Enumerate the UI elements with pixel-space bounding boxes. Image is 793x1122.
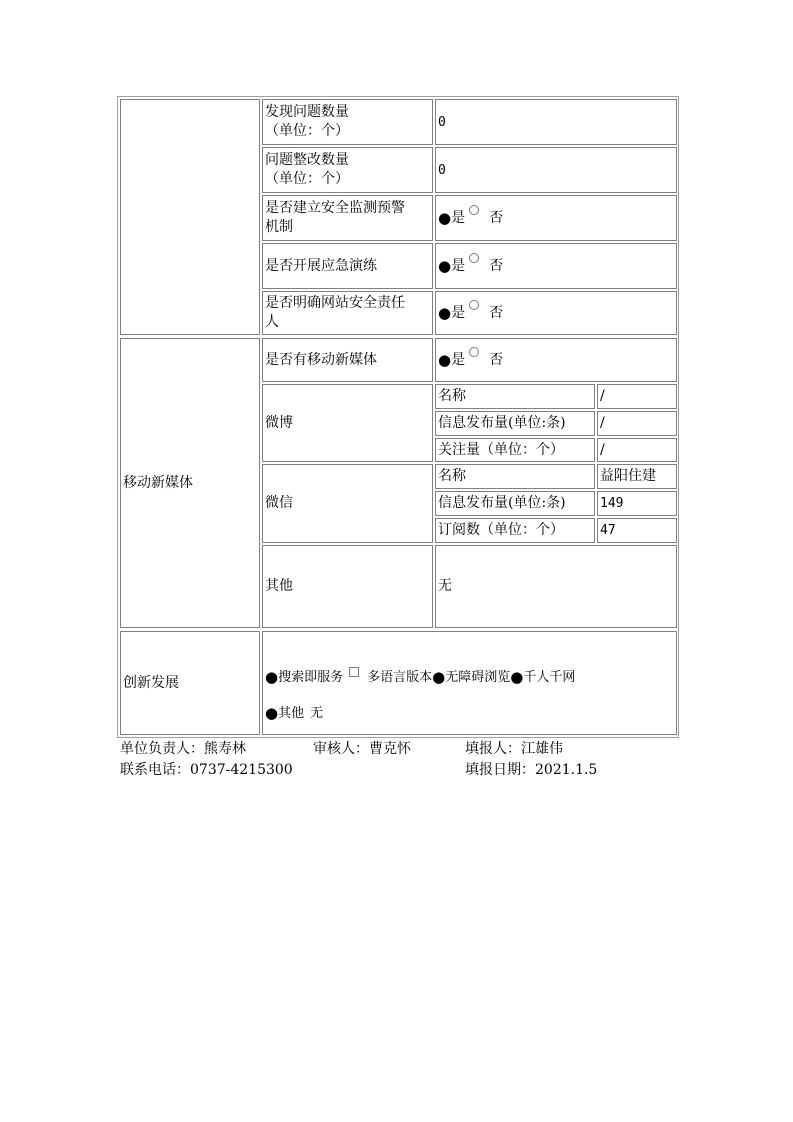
- fixed-issues-label: 问题整改数量 （单位：个）: [262, 147, 433, 193]
- option-multilang: 多语言版本: [367, 670, 433, 685]
- wechat-subscribers-value: 47: [597, 518, 677, 543]
- option-accessible: 无障碍浏览: [445, 670, 511, 685]
- option-search-service: 搜索即服务: [278, 670, 344, 685]
- wechat-name-value: 益阳住建: [597, 464, 677, 489]
- yes-label: 是: [451, 257, 466, 274]
- emergency-label: 是否开展应急演练: [262, 243, 433, 289]
- monitoring-label: 是否建立安全监测预警 机制: [262, 195, 433, 241]
- innovation-other-value: 无: [310, 706, 324, 721]
- radio-icon[interactable]: [469, 347, 479, 357]
- yes-label: 是: [451, 351, 466, 368]
- wechat-label: 微信: [262, 464, 433, 543]
- innovation-section-label: 创新发展: [120, 631, 260, 735]
- no-label: 否: [489, 257, 504, 274]
- other-media-label: 其他: [262, 545, 433, 628]
- wechat-subscribers-key: 订阅数（单位：个）: [435, 518, 595, 543]
- fixed-issues-value: 0: [435, 147, 677, 193]
- selected-checkbox-icon[interactable]: ●: [265, 668, 279, 686]
- mobile-media-section-label: 移动新媒体: [120, 338, 260, 628]
- filler: 填报人：江雄伟: [465, 741, 563, 757]
- selected-radio-icon[interactable]: ●: [438, 303, 452, 322]
- blank-category-cell: [120, 99, 260, 335]
- radio-icon[interactable]: [469, 205, 479, 215]
- weibo-name-key: 名称: [435, 384, 595, 409]
- selected-radio-icon[interactable]: ●: [438, 208, 452, 227]
- weibo-followers-value: /: [597, 438, 677, 462]
- selected-checkbox-icon[interactable]: ●: [510, 668, 524, 686]
- monitoring-options: [435, 195, 677, 241]
- no-label: 否: [489, 351, 504, 368]
- yes-label: 是: [451, 304, 466, 321]
- weibo-label: 微博: [262, 384, 433, 462]
- wechat-posts-value: 149: [597, 491, 677, 516]
- weibo-posts-value: /: [597, 411, 677, 436]
- wechat-posts-key: 信息发布量(单位:条): [435, 491, 595, 516]
- has-media-label: 是否有移动新媒体: [262, 338, 433, 382]
- responsible-label: 是否明确网站安全责任 人: [262, 291, 433, 335]
- found-issues-value: 0: [435, 99, 677, 145]
- innovation-options: [262, 631, 677, 735]
- radio-icon[interactable]: [469, 253, 479, 263]
- found-issues-label: 发现问题数量 （单位：个）: [262, 99, 433, 145]
- fill-date: 填报日期：2021.1.5: [465, 762, 598, 778]
- has-media-options: [435, 338, 677, 382]
- report-table: [117, 96, 679, 738]
- yes-label: 是: [451, 209, 466, 226]
- wechat-name-key: 名称: [435, 464, 595, 489]
- no-label: 否: [489, 209, 504, 226]
- responsible-options: [435, 291, 677, 335]
- selected-radio-icon[interactable]: ●: [438, 350, 452, 369]
- selected-checkbox-icon[interactable]: ●: [432, 668, 446, 686]
- other-media-value: 无: [435, 545, 677, 628]
- radio-icon[interactable]: [469, 300, 479, 310]
- option-personalized: 千人千网: [523, 670, 576, 685]
- selected-radio-icon[interactable]: ●: [438, 256, 452, 275]
- checkbox-icon[interactable]: [349, 667, 359, 677]
- weibo-name-value: /: [597, 384, 677, 409]
- weibo-posts-key: 信息发布量(单位:条): [435, 411, 595, 436]
- emergency-options: [435, 243, 677, 289]
- innovation-other-label: 其他: [278, 706, 305, 721]
- reviewer: 审核人：曹克怀: [313, 741, 411, 757]
- no-label: 否: [489, 304, 504, 321]
- selected-checkbox-icon[interactable]: ●: [265, 704, 279, 722]
- unit-head: 单位负责人：熊寿林: [120, 741, 246, 757]
- weibo-followers-key: 关注量（单位：个）: [435, 438, 595, 462]
- contact-phone: 联系电话：0737-4215300: [120, 762, 293, 778]
